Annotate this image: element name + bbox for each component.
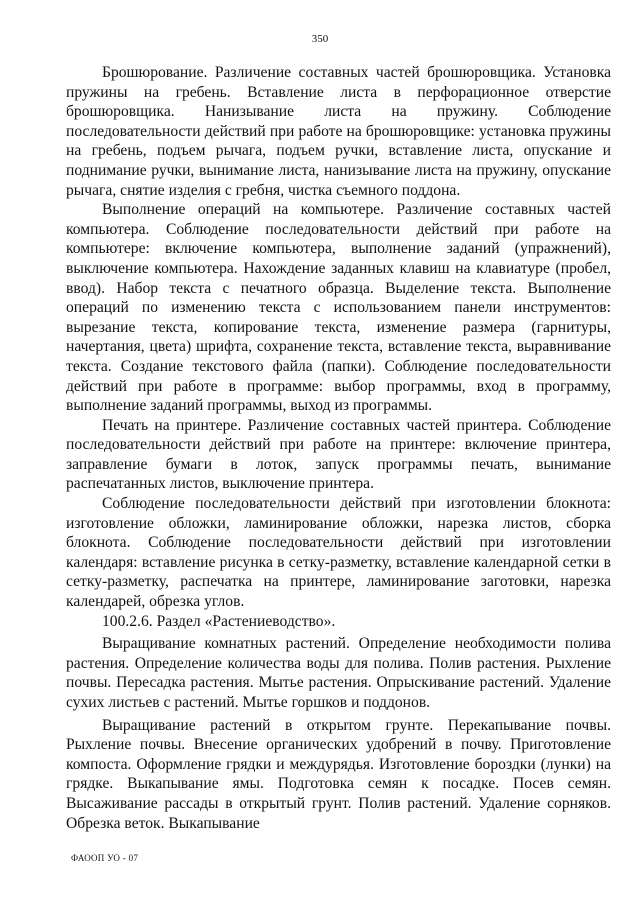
paragraph-bookbinding: Брошюрование. Различение составных частей брошюровщика. Установка пружины на гребень. Вставление листа в перфорационное отверстие брошюровщика. Нанизывание листа на пружину. Соблюдение последовательности действий при работе на брошюровщике: установка пружины на гребень, подъем рычага, подъем ручки, вставление листа, опускание и поднимание ручки, вынимание листа, нанизывание листа на пружину, опускание рычага, снятие изделия с гребня, чистка съемного поддона. [66,64,611,199]
paragraph-indoor-plants: Выращивание комнатных растений. Определение необходимости полива растения. Определение количества воды для полива. Полив растения. Рыхление почвы. Пересадка растения. Мытье растения. Опрыскивание растений. Удаление сухих листьев с растений. Мытье горшков и поддонов. [66,635,611,711]
paragraph-printer: Печать на принтере. Различение составных частей принтера. Соблюдение последовательности действий при работе на принтере: включение принтера, заправление бумаги в лоток, запуск программы печать, вынимание распечатанных листов, выключение принтера. [66,416,611,493]
paragraph-computer: Выполнение операций на компьютере. Различение составных частей компьютера. Соблюдение последовательности действий при работе на компьютере: включение компьютера, выполнение заданий (упражнений), выключение компьютера. Нахождение заданных клавиш на клавиатуре (пробел, ввод). Набор текста с печатного образца. Выделение текста. Выполнение операций по изменению текста с использованием панели инструментов: вырезание текста, копирование текста, изменение размера (гарнитуры, начертания, цвета) шрифта, сохранение текста, вставление текста, выравнивание текста. Создание текстового файла (папки). Соблюдение последовательности действий при работе в программе: выбор программы, вход в программу, выполнение заданий программы, выход из программы. [66,201,611,415]
section-heading: 100.2.6. Раздел «Растениеводство». [102,612,336,630]
paragraph-notebook-calendar: Соблюдение последовательности действий при изготовлении блокнота: изготовление обложки, ламинирование обложки, нарезка листов, сборка блокнота. Соблюдение последовательности действий при изготовлении календаря: вставление рисунка в сетку-разметку, вставление календарной сетки в сетку-разметку, распечатка на принтере, ламинирование заготовки, нарезка календарей, обрезка углов. [66,495,611,611]
footer-code: ФАООП УО - 07 [71,853,139,863]
paragraph-open-ground: Выращивание растений в открытом грунте. Перекапывание почвы. Рыхление почвы. Внесение органических удобрений в почву. Приготовление компоста. Оформление грядки и междурядья. Изготовление бороздки (лунки) на грядке. Выкапывание ямы. Подготовка семян к посадке. Посев семян. Высаживание рассады в открытый грунт. Полив растений. Удаление сорняков. Обрезка веток. Выкапывание [66,716,611,832]
document-body [66,63,611,833]
page-number: 350 [311,33,329,45]
